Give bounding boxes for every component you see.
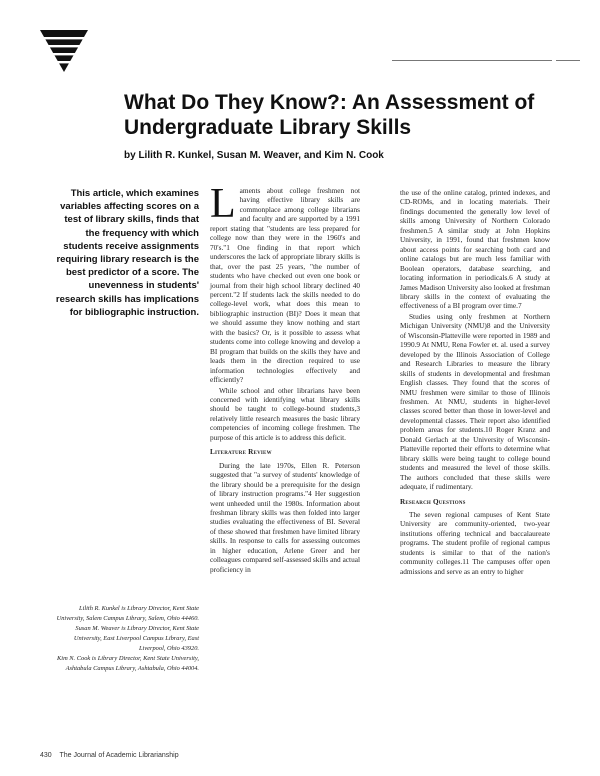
affiliation-cook: Kim N. Cook is Library Director, Kent State University, Ashtabula Campus Library, Ashtabula, Ohio 44004.	[57, 655, 199, 672]
body-paragraph: During the late 1970s, Ellen R. Peterson suggested that "a survey of students' knowledge of the library should be a prerequisite for the design of library instruction programs."4 Her suggestion went unheeded until the 1980s. Information about freshman library skills was then folded into larger studies evaluating the effectiveness of BI. Several of these showed that freshmen have limited library skills. In response to calls for assessing outcomes in higher education, Arlene Greer and her colleagues compared self-assessed skills and actual proficiency in	[210, 460, 360, 574]
triangle-stripes-icon	[40, 28, 88, 72]
page-number: 430	[40, 752, 52, 759]
affiliation-kunkel: Lilith R. Kunkel is Library Director, Kent State University, Salem Campus Library, Salem, Ohio 44460.	[56, 605, 199, 622]
article-title: What Do They Know?: An Assessment of Undergraduate Library Skills	[124, 91, 535, 139]
author-affiliations	[52, 604, 199, 674]
intro-text: aments about college freshmen not having effective library skills are commonplace among college librarians and faculty and are supported by a 1991 report stating that "students are less prepared for college now than they were in the 1960's and 70's."1 One finding in that report which underscores the lack of appropriate library skills is that, over the past 25 years, "the number of students who have checked out even one book or journal from their high school library declined 40 percent."2 If students lack the skills needed to do college-level work, what does this mean to bibliographic instruction (BI)? Does it mean that we should assume they know nothing and start with the basics? Or, is it possible to assess what students come into college knowing and develop a BI program that builds on the skills they have and leads them in the direction required to use information technologies effectively and efficiently?	[210, 186, 360, 385]
journal-name: The Journal of Academic Librarianship	[59, 752, 179, 759]
abstract-pullquote: This article, which examines variables affecting scores on a test of library skills, finds that the frequency with which students receive assignments requiring library research is the best predictor of a score. The unevenness in students' research skills has implications for bibliographic instruction.	[55, 188, 199, 318]
header-rule	[392, 60, 552, 61]
affiliation-weaver: Susan M. Weaver is Library Director, Kent State University, East Liverpool Campus Library, East Liverpool, Ohio 43920.	[73, 625, 199, 652]
header-rule-short	[556, 60, 580, 61]
body-paragraph: Studies using only freshmen at Northern Michigan University (NMU)8 and the University of Wisconsin-Platteville were reported in 1989 and 1990.9 At NMU, Rena Fowler et. al. used a survey developed by the Illinois Association of College and Research Libraries to measure the library skills of students in developmental and freshman English classes. They found that the scores of NMU freshmen were similar to those of Illinois freshmen. At NMU, students in higher-level classes scored better than those in lower-level and developmental classes. Their report also identified problem areas for students.10 Roger Kranz and Donald Gerlach at the University of Wisconsin-Platteville reported their efforts to determine what library skills were being taught to college bound students and measured the level of those skills. The authors concluded that these skills were adequate, if rudimentary.	[400, 311, 550, 492]
body-column-2	[400, 188, 550, 577]
drop-cap: L	[210, 181, 236, 227]
body-column-1	[210, 181, 360, 575]
page-footer	[40, 752, 179, 759]
body-paragraph: While school and other librarians have been concerned with identifying what library skills should be taught to college-bound students,3 relatively little research measures the basic library competencies of incoming college freshmen. The purpose of this article is to address this deficit.	[210, 385, 360, 442]
body-paragraph-intro	[210, 181, 360, 385]
section-heading-literature-review: Literature Review	[210, 448, 272, 457]
article-authors: by Lilith R. Kunkel, Susan M. Weaver, and Kim N. Cook	[124, 150, 384, 161]
body-paragraph: The seven regional campuses of Kent State University are community-oriented, two-year institutions offering technical and baccalaureate programs. The student profile of regional campus students is similar to that of the nation's community colleges.11 The campuses offer open admissions and serve as an entry to higher	[400, 509, 550, 576]
body-paragraph: the use of the online catalog, printed indexes, and CD-ROMs, and in locating materials. Their findings documented the generally low level of skills among University of Northern Colorado freshmen.5 A similar study at John Hopkins University, in 1991, found that freshmen know about access points for searching both card and online catalogs but are much less familiar with Boolean operators, database searching, and locating information in periodicals.6 A study at James Madison University also looked at freshman library skills in the context of evaluating the effectiveness of a BI program over time.7	[400, 188, 550, 311]
section-heading-research-questions: Research Questions	[400, 497, 466, 506]
